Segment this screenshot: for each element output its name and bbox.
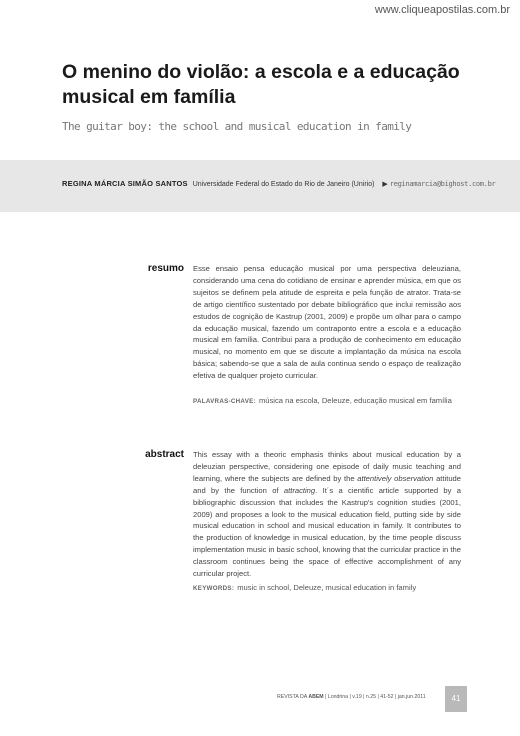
abstract-emphasis-1: attentively observation xyxy=(357,473,434,483)
footer-details: | Londrina | v.19 | n.25 | 41-52 | jan.jun.2011 xyxy=(325,694,426,700)
abstract-text-part-1: This essay with a theoric emphasis thinks about musical education by a deleuzian perspective, considering one episode of daily music teaching and learning, where the subjects are defined by the xyxy=(193,450,461,483)
abstract-text-part-3: . It´s a cientific article supported by a bibliographic discussion that includes the Kastrup's cognition studies (2001, 2009) and proposes a look to the musical education field, putting side by side musical education in school and musical education in family. It contributes to the production of knowledge in musical education, by the time people discuss implementation music in basic school, knowing that the curricular practice in the classroom continues being the space of effective accomplishment of any curricular project. xyxy=(193,485,461,579)
footer-journal-name: ABEM xyxy=(308,694,324,700)
author-name: REGINA MÁRCIA SIMÃO SANTOS xyxy=(62,179,188,188)
page-number: 41 xyxy=(445,686,467,712)
abstract-label: abstract xyxy=(145,449,184,460)
resumo-text: Esse ensaio pensa educação musical por uma perspectiva deleuziana, considerando uma cena do cotidiano de ensinar e aprender música, em que os sujeitos se definem pela atitude de espreita e pela função de atrator. Trata-se de artigo científico sustentado por debate bibliográfico que inclui remissão aos estudos de cognição de Kastrup (2001, 2009) e propõe um olhar para o campo da educação musical, fazendo um contraponto entre a escola e a educação musical em família. Contribui para a produção de conhecimento em educação musical, no momento em que se discute a implantação da música na escola básica; sabendo-se que a sala de aula continua sendo o espaço de realização efetiva de qualquer projeto curricular. xyxy=(193,264,461,381)
author-line xyxy=(62,179,495,188)
abstract-text-part-2: attitude and by the function of xyxy=(193,473,461,495)
resumo-keywords-value: música na escola, Deleuze, educação musical em família xyxy=(258,396,452,405)
abstract-text xyxy=(193,449,461,580)
author-email[interactable]: reginamarcia@bighost.com.br xyxy=(389,180,496,188)
resumo-keywords-label: PALAVRAS-CHAVE: xyxy=(193,398,256,405)
author-institution: Universidade Federal do Estado do Rio de Janeiro (Unirio) xyxy=(192,181,375,188)
abstract-keywords-label: KEYWORDS: xyxy=(193,585,235,592)
article-title: O menino do violão: a escola e a educação musical em família xyxy=(62,61,460,108)
watermark-url: www.cliqueapostilas.com.br xyxy=(374,4,510,16)
abstract-emphasis-2: attracting xyxy=(283,485,316,495)
footer-journal-prefix: REVISTA DA xyxy=(277,694,307,700)
resumo-keywords xyxy=(193,396,452,405)
resumo-label: resumo xyxy=(147,263,184,274)
arrow-right-icon: ▶ xyxy=(382,181,388,188)
abstract-keywords xyxy=(193,583,416,592)
footer-citation xyxy=(277,694,426,700)
article-subtitle: The guitar boy: the school and musical education in family xyxy=(62,120,412,133)
abstract-keywords-value: music in school, Deleuze, musical education in family xyxy=(237,583,417,592)
